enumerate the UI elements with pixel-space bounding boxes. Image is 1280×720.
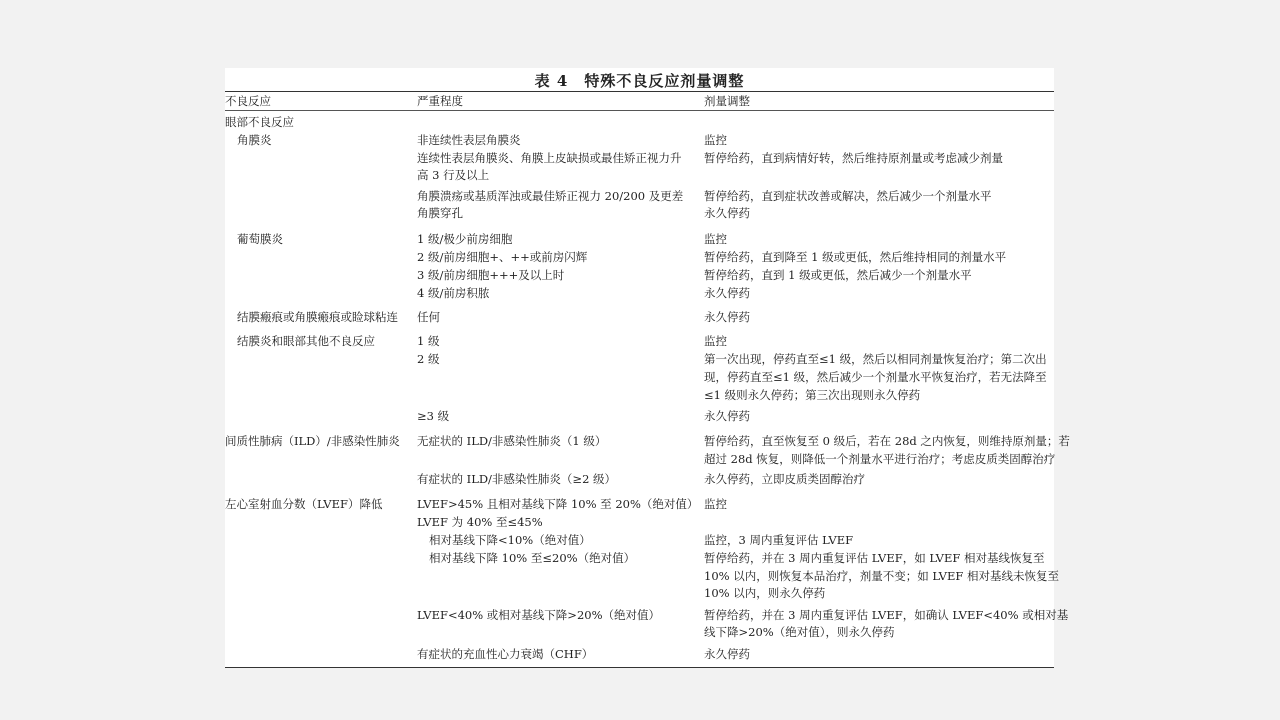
table-cell: ≥3 级 — [417, 409, 450, 423]
table-cell: 暂停给药，并在 3 周内重复评估 LVEF，如 LVEF 相对基线恢复至 — [704, 551, 1045, 565]
table-cell: 3 级/前房细胞+++及以上时 — [417, 268, 565, 282]
table-cell: 超过 28d 恢复，则降低一个剂量水平进行治疗；考虑皮质类固醇治疗 — [704, 452, 1056, 466]
table-cell: LVEF<40% 或相对基线下降>20%（绝对值） — [417, 608, 660, 622]
table-cell: 线下降>20%（绝对值），则永久停药 — [704, 625, 895, 639]
table-cell: 暂停给药，直到降至 1 级或更低，然后维持相同的剂量水平 — [704, 250, 1007, 264]
table-title: 表 4 特殊不良反应剂量调整 — [534, 72, 745, 90]
table-cell: 永久停药，立即皮质类固醇治疗 — [704, 472, 865, 486]
header-severity: 严重程度 — [417, 94, 463, 108]
header-adverse-reaction: 不良反应 — [225, 94, 271, 108]
header-dose-adjustment: 剂量调整 — [704, 94, 750, 108]
table-cell: LVEF>45% 且相对基线下降 10% 至 20%（绝对值） — [417, 497, 699, 511]
document-page — [225, 68, 1070, 668]
table-cell: 现，停药直至≤1 级，然后减少一个剂量水平恢复治疗，若无法降至 — [704, 370, 1047, 384]
table-cell: 监控，3 周内重复评估 LVEF — [704, 533, 854, 547]
table-cell: 葡萄膜炎 — [237, 232, 283, 246]
table-cell: 角膜穿孔 — [417, 206, 463, 220]
table-cell: 连续性表层角膜炎、角膜上皮缺损或最佳矫正视力升 — [417, 151, 682, 165]
table-cell: 角膜溃疡或基质浑浊或最佳矫正视力 20/200 及更差 — [417, 189, 684, 203]
table-cell: 左心室射血分数（LVEF）降低 — [225, 497, 383, 511]
table-cell: 2 级/前房细胞+、++或前房闪辉 — [417, 250, 588, 264]
table-cell: 4 级/前房积脓 — [417, 286, 490, 300]
table-cell: 永久停药 — [704, 286, 750, 300]
table-cell: 永久停药 — [704, 409, 750, 423]
table-cell: 2 级 — [417, 352, 440, 366]
table-cell: 暂停给药，直到症状改善或解决，然后减少一个剂量水平 — [704, 189, 992, 203]
table-cell: 结膜炎和眼部其他不良反应 — [237, 334, 375, 348]
table-cell: 暂停给药，直到 1 级或更低，然后减少一个剂量水平 — [704, 268, 972, 282]
table-cell: 1 级 — [417, 334, 440, 348]
table-cell: 监控 — [704, 497, 727, 511]
table-cell: LVEF 为 40% 至≤45% — [417, 515, 543, 529]
table-cell: 第一次出现，停药直至≤1 级，然后以相同剂量恢复治疗；第二次出 — [704, 352, 1047, 366]
table-cell: 1 级/极少前房细胞 — [417, 232, 513, 246]
table-cell: 监控 — [704, 232, 727, 246]
table-cell: 有症状的充血性心力衰竭（CHF） — [417, 647, 594, 661]
table-cell: 结膜瘢痕或角膜瘢痕或睑球粘连 — [237, 310, 398, 324]
table-cell: 间质性肺病（ILD）/非感染性肺炎 — [225, 434, 400, 448]
table-cell: 永久停药 — [704, 310, 750, 324]
table-top-rule — [225, 91, 1054, 92]
table-cell: 暂停给药，直到病情好转，然后维持原剂量或考虑减少剂量 — [704, 151, 1003, 165]
table-cell: 相对基线下降 10% 至≤20%（绝对值） — [429, 551, 636, 565]
table-header-rule — [225, 110, 1054, 111]
table-cell: 角膜炎 — [237, 133, 272, 147]
table-cell: 监控 — [704, 133, 727, 147]
table-cell: 监控 — [704, 334, 727, 348]
table-bottom-rule — [225, 667, 1054, 668]
table-cell: 永久停药 — [704, 206, 750, 220]
table-cell: 永久停药 — [704, 647, 750, 661]
table-cell: 无症状的 ILD/非感染性肺炎（1 级） — [417, 434, 607, 448]
table-cell: 有症状的 ILD/非感染性肺炎（≥2 级） — [417, 472, 617, 486]
table-cell: 相对基线下降<10%（绝对值） — [429, 533, 591, 547]
table-cell: 眼部不良反应 — [225, 115, 294, 129]
table-cell: ≤1 级则永久停药；第三次出现则永久停药 — [704, 388, 921, 402]
table-cell: 暂停给药，并在 3 周内重复评估 LVEF，如确认 LVEF<40% 或相对基 — [704, 608, 1069, 622]
table-cell: 10% 以内，则恢复本品治疗，剂量不变；如 LVEF 相对基线未恢复至 — [704, 569, 1059, 583]
table-cell: 非连续性表层角膜炎 — [417, 133, 521, 147]
table-cell: 任何 — [417, 310, 440, 324]
table-cell: 高 3 行及以上 — [417, 168, 490, 182]
table-cell: 暂停给药，直至恢复至 0 级后，若在 28d 之内恢复，则维持原剂量；若 — [704, 434, 1070, 448]
table-cell: 10% 以内，则永久停药 — [704, 586, 826, 600]
